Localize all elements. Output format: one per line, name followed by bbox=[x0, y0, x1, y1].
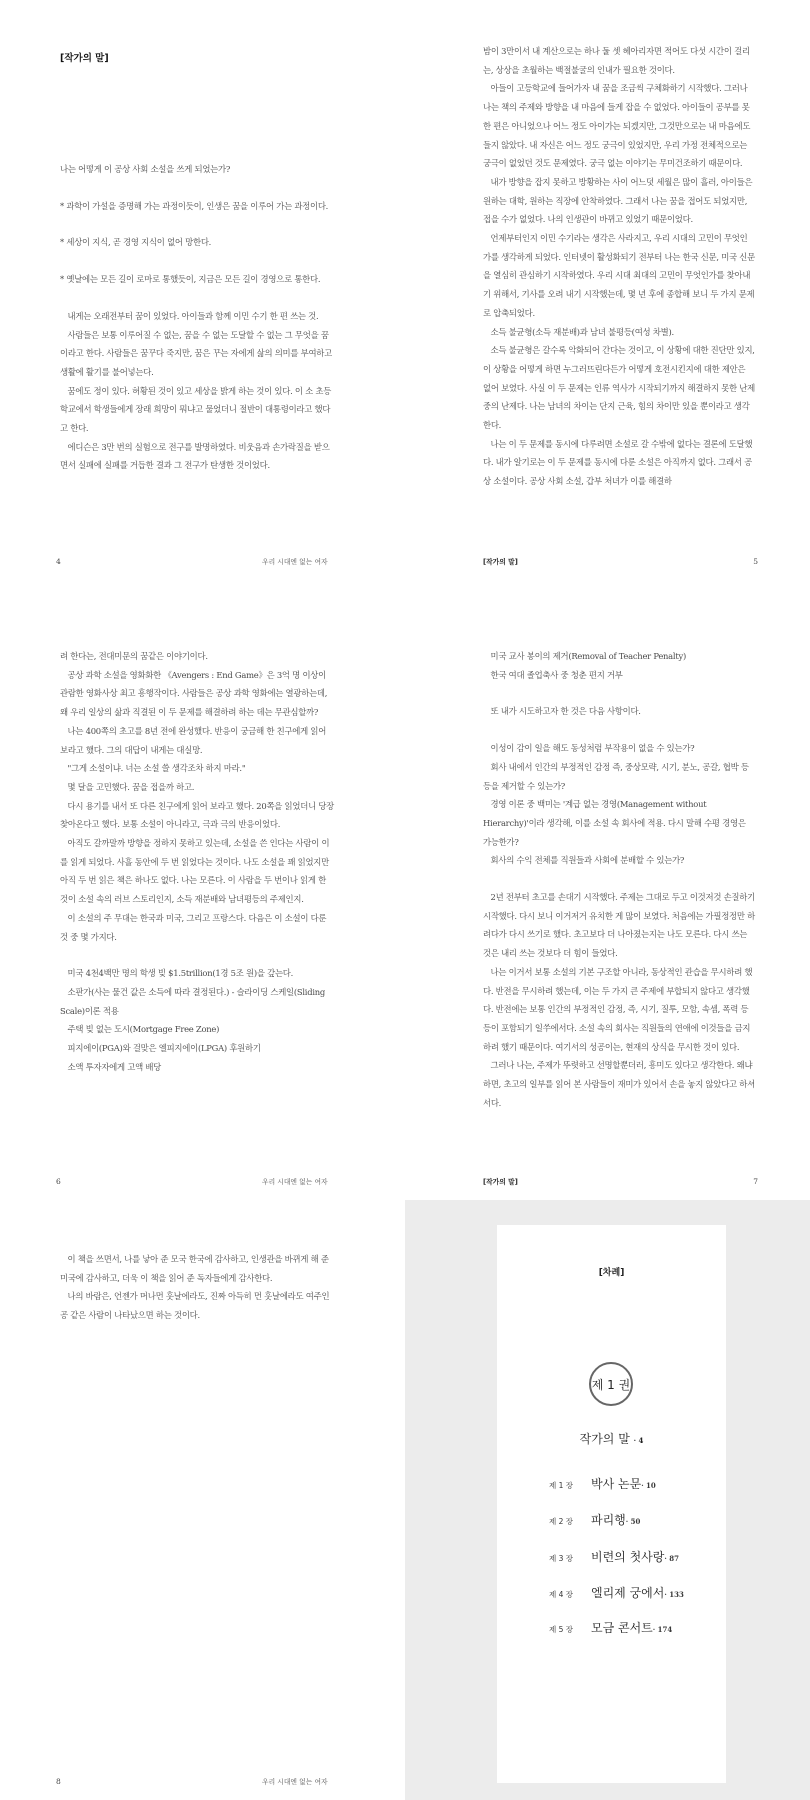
running-title: 우리 시대엔 없는 여자 bbox=[262, 1778, 328, 1786]
page-header-tag: [작가의 말] bbox=[60, 53, 109, 64]
paragraph: 내가 방향을 잡지 못하고 방황하는 사이 어느덧 세월은 많이 흘러, 아이들은 원하는 대학, 원하는 직장에 안착하였다. 그래서 나는 꿈을 접어도 되었지만, 접을 수가 없었다. 나의 인생관이 바뀌고 있었기 때문이었다. bbox=[483, 176, 753, 225]
page-5 bbox=[405, 0, 810, 580]
page-8 bbox=[0, 1200, 405, 1800]
toc-chapter-2[interactable] bbox=[549, 1511, 640, 1528]
page-number: 5 bbox=[753, 557, 758, 566]
paragraph: 밤이 3만이서 내 계산으로는 하나 둘 셋 헤아리자면 적어도 다섯 시간이 걸리는, 상상을 초월하는 백절불굴의 인내가 필요한 것이다. bbox=[483, 46, 750, 75]
paragraph: * 세상이 지식, 곧 경영 지식이 없어 망한다. bbox=[60, 237, 212, 248]
paragraph: 아직도 갈까말까 방향을 정하지 못하고 있는데, 소설을 쓴 인다는 사람이 이를 읽게 되었다. 사흘 동안에 두 번 읽었다는 것이다. 나도 소설을 꽤 읽었지만 아직 두 번 읽은 책은 하나도 없다. 나는 모른다. 이 사람을 두 번이나 읽게 한 것이 소설 속의 러브 스토리인지, 소득 재분배와 남녀평등의 주제인지. bbox=[60, 838, 330, 905]
spread-1 bbox=[0, 0, 810, 580]
toc-chapter-3[interactable] bbox=[549, 1548, 679, 1565]
paragraph: 나는 어떻게 이 공상 사회 소설을 쓰게 되었는가? bbox=[60, 164, 231, 174]
paragraph: 이 소설의 주 무대는 한국과 미국, 그리고 프랑스다. 다음은 이 소설이 다룬 것 중 몇 가지다. bbox=[60, 912, 327, 942]
chapter-title: 모금 콘서트 bbox=[591, 1621, 653, 1635]
page-7 bbox=[405, 620, 810, 1200]
toc-preface-title: 작가의 말 bbox=[579, 1432, 630, 1446]
paragraph: 려 한다는, 전대미문의 꿈같은 이야기이다. bbox=[60, 651, 208, 661]
list-item: 경영 이론 중 백미는 '계급 없는 경영(Management without Hierarchy)'이라 생각해, 이를 소설 속 회사에 적용. 다시 말해 수평 경영은 가능한가? bbox=[483, 799, 746, 847]
running-title: 우리 시대엔 없는 여자 bbox=[262, 558, 328, 566]
paragraph: 다시 용기를 내서 또 다른 친구에게 읽어 보라고 했다. 20쪽을 읽었더니 당장 찾아온다고 했다. 보통 소설이 아니라고, 극과 극의 반응이었다. bbox=[60, 800, 335, 830]
chapter-title: 비련의 첫사랑 bbox=[591, 1550, 665, 1564]
toc-chapter-4[interactable] bbox=[549, 1584, 684, 1601]
page-footer-tag: [작가의 말] bbox=[483, 558, 518, 566]
toc-chapter-1[interactable] bbox=[549, 1475, 656, 1492]
paragraph: 2년 전부터 초고를 손대기 시작했다. 주제는 그대로 두고 이것저것 손질하기 시작했다. 다시 보니 이거저거 유치한 게 많이 보였다. 처음에는 가필정정만 하려다가 다시 쓰기로 했다. 초고보다 더 나아졌는지는 나도 모른다. 다시 쓰는 것은 내리 쓰는 것보다 더 힘이 들었다. bbox=[483, 892, 755, 959]
spread-2 bbox=[0, 620, 810, 1200]
paragraph: 몇 달을 고민했다. 꿈을 접을까 하고. bbox=[67, 781, 195, 792]
page-5-body bbox=[483, 42, 755, 491]
chapter-page: · 87 bbox=[664, 1554, 679, 1563]
list-item: 회사 내에서 인간의 부정적인 감정 즉, 중상모략, 시기, 분노, 공갈, 협박 등등을 제거할 수 있는가? bbox=[483, 761, 749, 791]
list-item: 주택 빚 없는 도시(Mortgage Free Zone) bbox=[67, 1024, 220, 1035]
paragraph: * 과학이 가설을 증명해 가는 과정이듯이, 인생은 꿈을 이루어 가는 과정이다. bbox=[60, 200, 329, 211]
toc-chapter-5[interactable] bbox=[549, 1619, 672, 1636]
chapter-page: · 10 bbox=[641, 1481, 656, 1490]
page-number: 8 bbox=[56, 1777, 61, 1786]
page-number: 6 bbox=[56, 1177, 61, 1186]
list-item: 소액 투자자에게 고액 배당 bbox=[67, 1061, 162, 1072]
chapter-number: 제 4 장 bbox=[549, 1590, 574, 1599]
page-6-body bbox=[60, 647, 335, 1076]
paragraph: * 옛날에는 모든 길이 로마로 통했듯이, 지금은 모든 길이 경영으로 통한다. bbox=[60, 274, 321, 285]
paragraph: 아들이 고등학교에 들어가자 내 꿈을 조금씩 구체화하기 시작했다. 그러나 나는 책의 주제와 방향을 내 마음에 들게 잡을 수 없었다. 아이들이 공부를 못한 편은 아니었으나 어느 정도 아이가는 되겠지만, 그것만으로는 내 마음에도 들지 않았다. 내 자신은 어느 정도 궁극이 있었지만, 우리 가정 전체적으로는 궁극이 없었던 것도 문제였다. 궁극 없는 이야기는 무미건조하기 때문이다. bbox=[483, 83, 751, 169]
page-4 bbox=[0, 0, 405, 580]
paragraph: 에디슨은 3만 번의 실험으로 전구를 발명하였다. 비웃음과 손가락질을 받으면서 실패에 실패를 거듭한 결과 그 전구가 탄생한 것이었다. bbox=[60, 441, 330, 471]
list-item: 회사의 수익 전체를 직원들과 사회에 분배할 수 있는가? bbox=[490, 855, 685, 866]
chapter-number: 제 5 장 bbox=[549, 1625, 574, 1634]
paragraph: 내게는 오래전부터 꿈이 있었다. 아이들과 함께 이민 수기 한 편 쓰는 것. bbox=[67, 310, 319, 321]
running-title: 우리 시대엔 없는 여자 bbox=[262, 1178, 328, 1186]
toc-title: [차례] bbox=[598, 1268, 625, 1278]
list-item: 미국 교사 봉이의 제거(Removal of Teacher Penalty) bbox=[490, 651, 686, 661]
page-number: 7 bbox=[753, 1177, 758, 1186]
paragraph: 또 내가 시도하고자 한 것은 다음 사항이다. bbox=[490, 706, 641, 717]
list-item: 미국 4천4백만 명의 학생 빚 $1.5trillion(1경 5조 원)을 갚는다. bbox=[67, 968, 294, 979]
paragraph: 꿈에도 정이 있다. 허황된 것이 있고 세상을 밝게 하는 것이 있다. 이 소 초등학교에서 학생들에게 장래 희망이 뭐냐고 물었더니 절반이 대통령이라고 했다고 한다. bbox=[60, 385, 332, 434]
paragraph: 나는 이 두 문제를 동시에 다루려면 소설로 갈 수밖에 없다는 결론에 도달했다. 내가 알기로는 이 두 문제를 동시에 다룬 소설은 아직까지 없다. 그래서 공상 소설이다. 공상 사회 소설, 갑부 처녀가 이를 해결하 bbox=[483, 438, 753, 487]
chapter-title: 파리행 bbox=[591, 1513, 626, 1527]
paragraph: 나의 바람은, 언젠가 머나먼 훗날에라도, 진짜 아득히 먼 훗날에라도 여주인공 같은 사람이 나타났으면 하는 것이다. bbox=[60, 1291, 330, 1321]
page-4-body bbox=[60, 160, 335, 475]
paragraph: 이 책을 쓰면서, 나를 낳아 준 모국 한국에 감사하고, 인생관을 바뀌게 해 준 미국에 감사하고, 더욱 이 책을 읽어 준 독자들에게 감사한다. bbox=[60, 1254, 329, 1283]
paragraph: 소득 불균형(소득 재분배)과 남녀 불평등(여성 차별). bbox=[490, 326, 674, 337]
page-8-body bbox=[60, 1250, 335, 1325]
chapter-number: 제 2 장 bbox=[549, 1517, 574, 1526]
chapter-number: 제 3 장 bbox=[549, 1554, 574, 1563]
page-7-body bbox=[483, 647, 755, 1112]
page-footer-tag: [작가의 말] bbox=[483, 1178, 518, 1186]
paragraph: 나는 이거서 보통 소설의 기본 구조할 아니라, 동상적인 관습을 무시하려 했다. 반전을 무시하려 했는데, 이는 두 가지 큰 주제에 부합되지 않다고 생각했다. 반전에는 보통 인간의 부정적인 감정, 즉, 시기, 질투, 모함, 속셈, 폭력 등등이 포함되기 일쑤에서다. 소설 속의 회사는 직원들의 연애에 이것들을 금지하려 했기 때문이다. 여기서의 성공이는, 현재의 상식을 무시한 것이 있다. bbox=[483, 966, 753, 1052]
volume-badge: 제 1 권 bbox=[589, 1362, 633, 1406]
paragraph: 나는 400쪽의 초고를 8년 전에 완성했다. 반응이 궁금해 한 친구에게 읽어 보라고 했다. 그의 대답이 내게는 대실망. bbox=[60, 725, 327, 755]
chapter-number: 제 1 장 bbox=[549, 1481, 574, 1490]
list-item: 한국 여대 졸업축사 중 청춘 편지 거부 bbox=[490, 669, 623, 680]
page-6 bbox=[0, 620, 405, 1200]
paragraph: 언제부터인지 이민 수기라는 생각은 사라지고, 우리 시대의 고민이 무엇인가를 생각하게 되었다. 인터넷이 활성화되기 전부터 나는 한국 신문, 미국 신문을 열심히 관심하기 시작하였다. 우리 시대 최대의 고민이 무엇인가를 찾아내기 위해서, 기사를 오려 내기 시작했는데, 몇 년 후에 종합해 보니 두 가지 문제로 압축되었다. bbox=[483, 233, 755, 318]
list-item: 피지에이(PGA)와 걸맞은 엘피지에이(LPGA) 후원하기 bbox=[67, 1043, 261, 1054]
paragraph: "그게 소설이냐. 너는 소설 쓸 생각조차 하지 마라." bbox=[67, 763, 246, 774]
paragraph: 소득 불균형은 갈수록 악화되어 간다는 것이고, 이 상황에 대한 진단만 있지, 이 상황을 어떻게 하면 누그러뜨린다든가 어떻게 호전시킨지에 대한 제안은 없어 보였다. 사실 이 두 문제는 인류 역사가 시작되기까지 해결하지 못한 난제 중의 난제다. 나는 남녀의 차이는 단지 근육, 힘의 차이만 있을 뿐이라고 생각한다. bbox=[483, 345, 755, 431]
chapter-title: 엘리제 궁에서 bbox=[591, 1586, 665, 1600]
toc-preface[interactable] bbox=[497, 1430, 726, 1447]
chapter-title: 박사 논문 bbox=[591, 1477, 642, 1491]
list-item: 소판가(사는 물건 값은 소득에 따라 결정된다.) - 슬라이딩 스케일(Sliding Scale)이론 적용 bbox=[60, 986, 326, 1016]
chapter-page: · 50 bbox=[625, 1517, 641, 1526]
toc-preface-page: · 4 bbox=[633, 1436, 644, 1445]
paragraph: 공상 과학 소설을 영화화한 《Avengers : End Game》은 3억 명 이상이 관람한 영화사상 최고 흥행작이다. 사람들은 공상 과학 영화에는 열광하는데, 왜 우리 일상의 삶과 직결된 이 두 문제를 해결하려 하는 데는 무관심할까? bbox=[60, 669, 328, 718]
paragraph: 사람들은 보통 이루어질 수 없는, 꿈을 수 없는 도달할 수 없는 그 무엇을 꿈이라고 한다. 사람들은 꿈꾸다 죽지만, 꿈은 꾸는 자에게 삶의 의미를 부여하고 생활에 활기를 불어넣는다. bbox=[60, 329, 332, 377]
paragraph: 그러나 나는, 주제가 뚜렷하고 선명할뿐더러, 흥미도 있다고 생각한다. 왜냐하면, 초고의 일부를 읽어 본 사람들이 재미가 있어서 손을 놓지 않았다고 하셔서다. bbox=[483, 1060, 755, 1108]
page-number: 4 bbox=[56, 557, 61, 566]
chapter-page: · 133 bbox=[664, 1590, 684, 1599]
table-of-contents bbox=[497, 1225, 726, 1783]
chapter-page: · 174 bbox=[652, 1625, 673, 1634]
list-item: 이성이 감이 일을 해도 동성처럼 부작용이 없을 수 있는가? bbox=[490, 743, 695, 754]
